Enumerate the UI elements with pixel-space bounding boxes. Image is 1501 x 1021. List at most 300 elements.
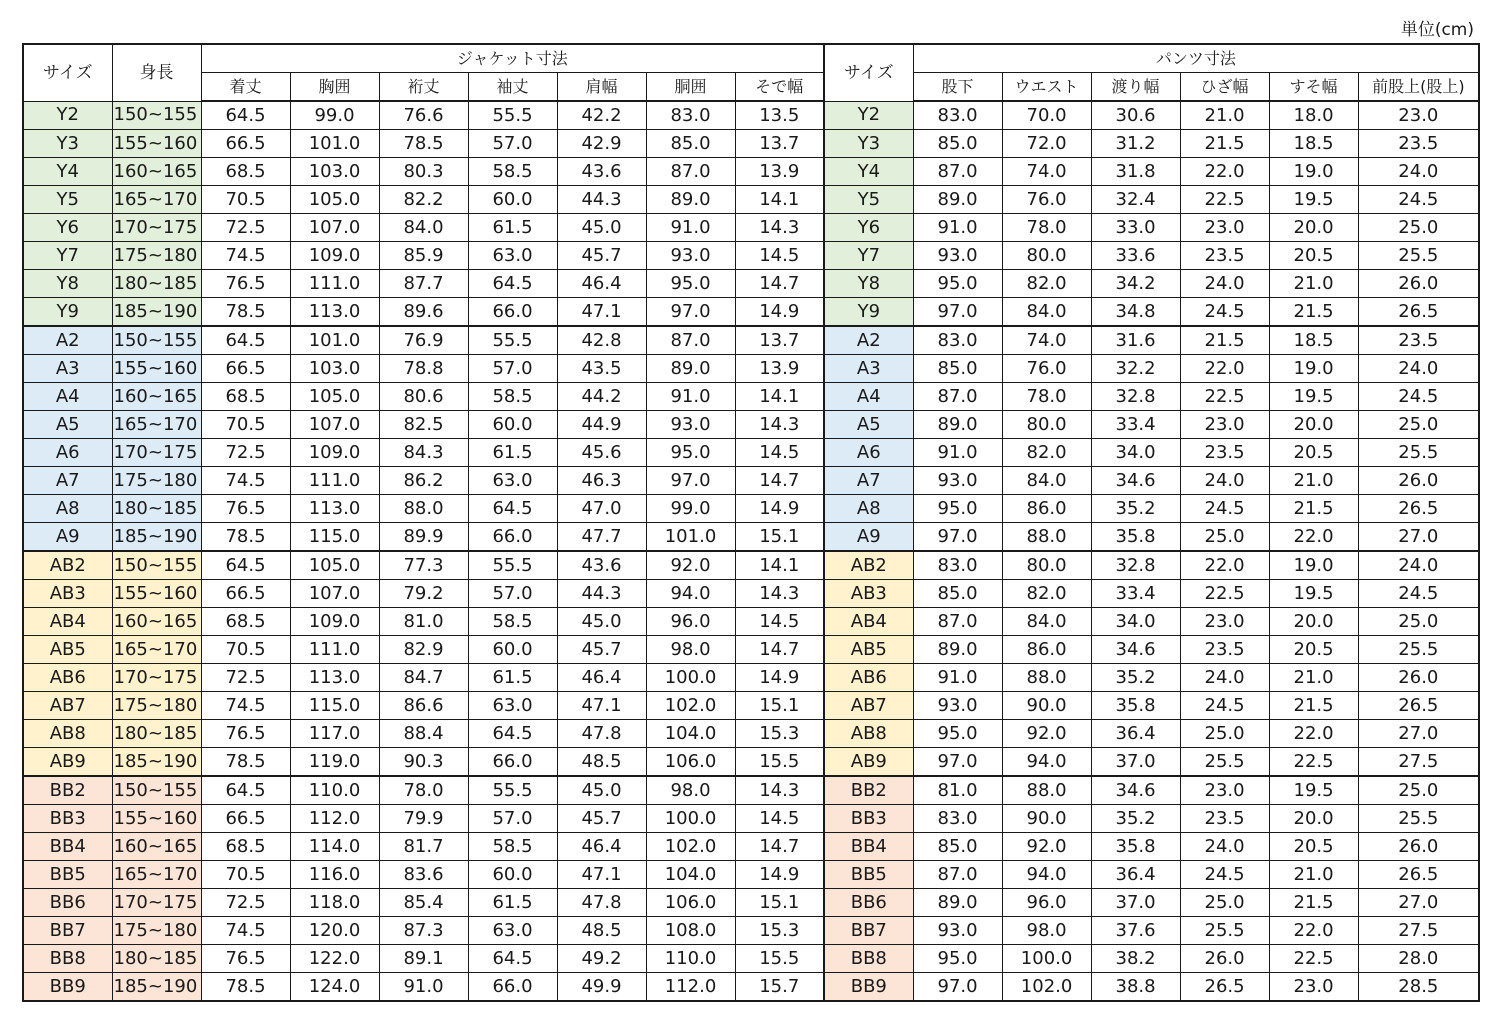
- size-cell: Y5: [23, 186, 112, 214]
- height-cell: 155~160: [112, 130, 201, 158]
- pants-size-cell: A5: [824, 411, 913, 439]
- jacket-value-cell: 87.0: [646, 326, 735, 355]
- jacket-value-cell: 100.0: [646, 664, 735, 692]
- jacket-value-cell: 70.5: [201, 186, 290, 214]
- jacket-value-cell: 81.0: [379, 608, 468, 636]
- pants-value-cell: 94.0: [1002, 748, 1091, 777]
- jacket-value-cell: 58.5: [468, 158, 557, 186]
- pants-value-cell: 21.5: [1269, 298, 1358, 327]
- header-pants-col: 股下: [913, 73, 1002, 102]
- jacket-value-cell: 15.5: [735, 945, 824, 973]
- jacket-value-cell: 109.0: [290, 439, 379, 467]
- pants-value-cell: 97.0: [913, 973, 1002, 1002]
- jacket-value-cell: 104.0: [646, 861, 735, 889]
- pants-value-cell: 26.5: [1358, 692, 1479, 720]
- jacket-value-cell: 113.0: [290, 298, 379, 327]
- pants-value-cell: 19.0: [1269, 355, 1358, 383]
- size-cell: BB2: [23, 776, 112, 805]
- pants-value-cell: 93.0: [913, 917, 1002, 945]
- jacket-value-cell: 14.5: [735, 608, 824, 636]
- pants-value-cell: 82.0: [1002, 439, 1091, 467]
- pants-value-cell: 80.0: [1002, 551, 1091, 580]
- jacket-value-cell: 14.3: [735, 411, 824, 439]
- pants-value-cell: 22.5: [1180, 383, 1269, 411]
- jacket-value-cell: 94.0: [646, 580, 735, 608]
- size-cell: AB7: [23, 692, 112, 720]
- pants-size-cell: Y7: [824, 242, 913, 270]
- jacket-value-cell: 91.0: [646, 383, 735, 411]
- height-cell: 170~175: [112, 439, 201, 467]
- header-height: 身長: [112, 44, 201, 101]
- jacket-value-cell: 14.3: [735, 580, 824, 608]
- jacket-value-cell: 85.0: [646, 130, 735, 158]
- jacket-value-cell: 64.5: [468, 270, 557, 298]
- pants-size-cell: Y6: [824, 214, 913, 242]
- jacket-value-cell: 14.7: [735, 833, 824, 861]
- jacket-value-cell: 81.7: [379, 833, 468, 861]
- jacket-value-cell: 99.0: [290, 101, 379, 130]
- jacket-value-cell: 83.6: [379, 861, 468, 889]
- jacket-value-cell: 60.0: [468, 861, 557, 889]
- pants-value-cell: 24.5: [1180, 692, 1269, 720]
- height-cell: 155~160: [112, 355, 201, 383]
- jacket-value-cell: 68.5: [201, 383, 290, 411]
- jacket-value-cell: 86.2: [379, 467, 468, 495]
- pants-value-cell: 18.5: [1269, 326, 1358, 355]
- pants-value-cell: 74.0: [1002, 158, 1091, 186]
- jacket-value-cell: 110.0: [290, 776, 379, 805]
- jacket-value-cell: 105.0: [290, 186, 379, 214]
- size-cell: AB2: [23, 551, 112, 580]
- jacket-value-cell: 88.0: [379, 495, 468, 523]
- pants-value-cell: 96.0: [1002, 889, 1091, 917]
- jacket-value-cell: 85.4: [379, 889, 468, 917]
- jacket-value-cell: 72.5: [201, 889, 290, 917]
- pants-value-cell: 21.0: [1269, 664, 1358, 692]
- pants-value-cell: 34.0: [1091, 439, 1180, 467]
- jacket-value-cell: 58.5: [468, 383, 557, 411]
- jacket-value-cell: 111.0: [290, 467, 379, 495]
- jacket-value-cell: 84.0: [379, 214, 468, 242]
- table-row: [23, 692, 1479, 720]
- pants-value-cell: 36.4: [1091, 861, 1180, 889]
- table-row: [23, 945, 1479, 973]
- pants-value-cell: 83.0: [913, 101, 1002, 130]
- size-cell: AB6: [23, 664, 112, 692]
- pants-value-cell: 37.0: [1091, 889, 1180, 917]
- header-jacket-col: 袖丈: [468, 73, 557, 102]
- jacket-value-cell: 64.5: [468, 720, 557, 748]
- pants-value-cell: 35.2: [1091, 495, 1180, 523]
- jacket-value-cell: 112.0: [290, 805, 379, 833]
- jacket-value-cell: 66.5: [201, 355, 290, 383]
- pants-value-cell: 84.0: [1002, 467, 1091, 495]
- size-cell: Y7: [23, 242, 112, 270]
- jacket-value-cell: 55.5: [468, 776, 557, 805]
- pants-value-cell: 37.0: [1091, 748, 1180, 777]
- pants-value-cell: 22.5: [1180, 580, 1269, 608]
- pants-value-cell: 21.5: [1269, 692, 1358, 720]
- pants-size-cell: AB5: [824, 636, 913, 664]
- jacket-value-cell: 115.0: [290, 523, 379, 552]
- jacket-value-cell: 70.5: [201, 636, 290, 664]
- jacket-value-cell: 13.7: [735, 130, 824, 158]
- jacket-value-cell: 47.0: [557, 495, 646, 523]
- jacket-value-cell: 118.0: [290, 889, 379, 917]
- height-cell: 155~160: [112, 805, 201, 833]
- table-row: [23, 776, 1479, 805]
- jacket-value-cell: 84.7: [379, 664, 468, 692]
- jacket-value-cell: 78.5: [379, 130, 468, 158]
- table-row: [23, 636, 1479, 664]
- jacket-value-cell: 64.5: [468, 495, 557, 523]
- size-cell: BB3: [23, 805, 112, 833]
- height-cell: 180~185: [112, 945, 201, 973]
- jacket-value-cell: 99.0: [646, 495, 735, 523]
- pants-value-cell: 25.0: [1180, 720, 1269, 748]
- pants-value-cell: 24.0: [1180, 270, 1269, 298]
- jacket-value-cell: 110.0: [646, 945, 735, 973]
- pants-size-cell: AB8: [824, 720, 913, 748]
- pants-size-cell: Y2: [824, 101, 913, 130]
- pants-value-cell: 31.6: [1091, 326, 1180, 355]
- jacket-value-cell: 64.5: [201, 101, 290, 130]
- table-row: [23, 664, 1479, 692]
- jacket-value-cell: 109.0: [290, 242, 379, 270]
- pants-value-cell: 23.5: [1180, 805, 1269, 833]
- size-cell: A9: [23, 523, 112, 552]
- jacket-value-cell: 15.1: [735, 523, 824, 552]
- jacket-value-cell: 45.0: [557, 214, 646, 242]
- height-cell: 160~165: [112, 383, 201, 411]
- pants-value-cell: 74.0: [1002, 326, 1091, 355]
- header-jacket-col: そで幅: [735, 73, 824, 102]
- jacket-value-cell: 14.5: [735, 805, 824, 833]
- pants-value-cell: 86.0: [1002, 636, 1091, 664]
- jacket-value-cell: 108.0: [646, 917, 735, 945]
- pants-value-cell: 20.0: [1269, 805, 1358, 833]
- pants-value-cell: 84.0: [1002, 608, 1091, 636]
- header-pants-col: 前股上(股上): [1358, 73, 1479, 102]
- pants-value-cell: 102.0: [1002, 973, 1091, 1002]
- jacket-value-cell: 63.0: [468, 242, 557, 270]
- pants-size-cell: Y9: [824, 298, 913, 327]
- pants-value-cell: 23.0: [1358, 101, 1479, 130]
- height-cell: 150~155: [112, 326, 201, 355]
- table-row: [23, 748, 1479, 777]
- pants-value-cell: 34.0: [1091, 608, 1180, 636]
- size-cell: Y9: [23, 298, 112, 327]
- jacket-value-cell: 109.0: [290, 608, 379, 636]
- jacket-value-cell: 101.0: [290, 130, 379, 158]
- pants-value-cell: 34.6: [1091, 776, 1180, 805]
- size-cell: BB8: [23, 945, 112, 973]
- jacket-value-cell: 97.0: [646, 467, 735, 495]
- pants-value-cell: 86.0: [1002, 495, 1091, 523]
- jacket-value-cell: 107.0: [290, 411, 379, 439]
- jacket-value-cell: 115.0: [290, 692, 379, 720]
- pants-value-cell: 83.0: [913, 805, 1002, 833]
- size-cell: A4: [23, 383, 112, 411]
- height-cell: 170~175: [112, 889, 201, 917]
- jacket-value-cell: 116.0: [290, 861, 379, 889]
- jacket-value-cell: 124.0: [290, 973, 379, 1002]
- pants-size-cell: BB9: [824, 973, 913, 1002]
- jacket-value-cell: 72.5: [201, 439, 290, 467]
- table-row: [23, 383, 1479, 411]
- pants-value-cell: 26.0: [1358, 664, 1479, 692]
- size-cell: A8: [23, 495, 112, 523]
- jacket-value-cell: 68.5: [201, 608, 290, 636]
- jacket-value-cell: 58.5: [468, 608, 557, 636]
- pants-size-cell: AB3: [824, 580, 913, 608]
- table-row: [23, 833, 1479, 861]
- header-size: サイズ: [23, 44, 112, 101]
- size-cell: Y8: [23, 270, 112, 298]
- pants-value-cell: 80.0: [1002, 411, 1091, 439]
- jacket-value-cell: 77.3: [379, 551, 468, 580]
- table-header: [23, 44, 1479, 101]
- pants-value-cell: 84.0: [1002, 298, 1091, 327]
- header-jacket-group: ジャケット寸法: [201, 44, 824, 73]
- jacket-value-cell: 14.1: [735, 383, 824, 411]
- pants-value-cell: 26.0: [1358, 467, 1479, 495]
- height-cell: 155~160: [112, 580, 201, 608]
- pants-value-cell: 20.0: [1269, 411, 1358, 439]
- jacket-value-cell: 107.0: [290, 214, 379, 242]
- pants-size-cell: A7: [824, 467, 913, 495]
- jacket-value-cell: 57.0: [468, 355, 557, 383]
- pants-value-cell: 100.0: [1002, 945, 1091, 973]
- pants-size-cell: A9: [824, 523, 913, 552]
- pants-value-cell: 97.0: [913, 748, 1002, 777]
- table-row: [23, 973, 1479, 1002]
- pants-value-cell: 26.0: [1358, 833, 1479, 861]
- table-row: [23, 861, 1479, 889]
- size-cell: AB4: [23, 608, 112, 636]
- pants-value-cell: 28.5: [1358, 973, 1479, 1002]
- pants-value-cell: 22.0: [1269, 523, 1358, 552]
- pants-value-cell: 21.5: [1180, 130, 1269, 158]
- pants-value-cell: 33.4: [1091, 580, 1180, 608]
- pants-size-cell: Y5: [824, 186, 913, 214]
- pants-value-cell: 26.5: [1358, 495, 1479, 523]
- jacket-value-cell: 107.0: [290, 580, 379, 608]
- pants-value-cell: 76.0: [1002, 355, 1091, 383]
- pants-value-cell: 35.8: [1091, 692, 1180, 720]
- pants-value-cell: 19.0: [1269, 158, 1358, 186]
- pants-value-cell: 33.4: [1091, 411, 1180, 439]
- pants-value-cell: 19.5: [1269, 580, 1358, 608]
- header-pants-col: ひざ幅: [1180, 73, 1269, 102]
- pants-size-cell: BB6: [824, 889, 913, 917]
- jacket-value-cell: 72.5: [201, 664, 290, 692]
- pants-value-cell: 20.0: [1269, 608, 1358, 636]
- height-cell: 160~165: [112, 833, 201, 861]
- jacket-value-cell: 60.0: [468, 411, 557, 439]
- jacket-value-cell: 76.9: [379, 326, 468, 355]
- size-cell: BB7: [23, 917, 112, 945]
- jacket-value-cell: 96.0: [646, 608, 735, 636]
- jacket-value-cell: 45.0: [557, 608, 646, 636]
- pants-value-cell: 80.0: [1002, 242, 1091, 270]
- jacket-value-cell: 103.0: [290, 158, 379, 186]
- pants-value-cell: 76.0: [1002, 186, 1091, 214]
- pants-value-cell: 95.0: [913, 495, 1002, 523]
- pants-value-cell: 90.0: [1002, 805, 1091, 833]
- pants-value-cell: 25.5: [1358, 805, 1479, 833]
- height-cell: 170~175: [112, 214, 201, 242]
- height-cell: 150~155: [112, 101, 201, 130]
- jacket-value-cell: 104.0: [646, 720, 735, 748]
- size-cell: AB8: [23, 720, 112, 748]
- jacket-value-cell: 43.6: [557, 551, 646, 580]
- pants-value-cell: 85.0: [913, 130, 1002, 158]
- height-cell: 160~165: [112, 158, 201, 186]
- jacket-value-cell: 68.5: [201, 833, 290, 861]
- header-jacket-col: 肩幅: [557, 73, 646, 102]
- jacket-value-cell: 113.0: [290, 664, 379, 692]
- pants-value-cell: 25.0: [1358, 411, 1479, 439]
- pants-value-cell: 28.0: [1358, 945, 1479, 973]
- jacket-value-cell: 87.7: [379, 270, 468, 298]
- jacket-value-cell: 63.0: [468, 467, 557, 495]
- pants-value-cell: 24.5: [1180, 495, 1269, 523]
- height-cell: 185~190: [112, 973, 201, 1002]
- height-cell: 165~170: [112, 186, 201, 214]
- jacket-value-cell: 44.9: [557, 411, 646, 439]
- jacket-value-cell: 14.7: [735, 636, 824, 664]
- jacket-value-cell: 113.0: [290, 495, 379, 523]
- pants-value-cell: 91.0: [913, 439, 1002, 467]
- jacket-value-cell: 66.0: [468, 298, 557, 327]
- pants-size-cell: A8: [824, 495, 913, 523]
- pants-value-cell: 19.5: [1269, 186, 1358, 214]
- jacket-value-cell: 66.5: [201, 580, 290, 608]
- jacket-value-cell: 42.8: [557, 326, 646, 355]
- pants-value-cell: 24.0: [1358, 158, 1479, 186]
- table-row: [23, 298, 1479, 327]
- jacket-value-cell: 15.1: [735, 692, 824, 720]
- pants-value-cell: 83.0: [913, 326, 1002, 355]
- jacket-value-cell: 49.9: [557, 973, 646, 1002]
- jacket-value-cell: 66.0: [468, 748, 557, 777]
- jacket-value-cell: 61.5: [468, 439, 557, 467]
- pants-value-cell: 98.0: [1002, 917, 1091, 945]
- jacket-value-cell: 61.5: [468, 214, 557, 242]
- pants-value-cell: 25.5: [1358, 439, 1479, 467]
- jacket-value-cell: 72.5: [201, 214, 290, 242]
- size-cell: AB3: [23, 580, 112, 608]
- pants-value-cell: 27.0: [1358, 720, 1479, 748]
- jacket-value-cell: 76.6: [379, 101, 468, 130]
- pants-size-cell: BB8: [824, 945, 913, 973]
- pants-value-cell: 24.5: [1358, 580, 1479, 608]
- jacket-value-cell: 87.3: [379, 917, 468, 945]
- jacket-value-cell: 42.9: [557, 130, 646, 158]
- pants-value-cell: 32.8: [1091, 551, 1180, 580]
- pants-value-cell: 24.5: [1358, 186, 1479, 214]
- pants-value-cell: 24.5: [1358, 383, 1479, 411]
- pants-value-cell: 87.0: [913, 158, 1002, 186]
- header-jacket-col: 胸囲: [290, 73, 379, 102]
- height-cell: 175~180: [112, 917, 201, 945]
- table-row: [23, 242, 1479, 270]
- pants-value-cell: 94.0: [1002, 861, 1091, 889]
- pants-value-cell: 20.5: [1269, 439, 1358, 467]
- size-cell: Y4: [23, 158, 112, 186]
- pants-size-cell: AB2: [824, 551, 913, 580]
- header-jacket-col: 裄丈: [379, 73, 468, 102]
- pants-value-cell: 72.0: [1002, 130, 1091, 158]
- pants-value-cell: 26.5: [1358, 298, 1479, 327]
- pants-size-cell: AB7: [824, 692, 913, 720]
- jacket-value-cell: 66.5: [201, 130, 290, 158]
- table-row: [23, 270, 1479, 298]
- pants-value-cell: 87.0: [913, 383, 1002, 411]
- size-cell: BB4: [23, 833, 112, 861]
- header-jacket-col: 着丈: [201, 73, 290, 102]
- jacket-value-cell: 14.1: [735, 186, 824, 214]
- size-cell: A2: [23, 326, 112, 355]
- height-cell: 185~190: [112, 298, 201, 327]
- pants-value-cell: 20.0: [1269, 214, 1358, 242]
- jacket-value-cell: 95.0: [646, 439, 735, 467]
- jacket-value-cell: 15.1: [735, 889, 824, 917]
- jacket-value-cell: 114.0: [290, 833, 379, 861]
- pants-size-cell: BB4: [824, 833, 913, 861]
- jacket-value-cell: 122.0: [290, 945, 379, 973]
- jacket-value-cell: 101.0: [290, 326, 379, 355]
- table-row: [23, 158, 1479, 186]
- pants-value-cell: 89.0: [913, 186, 1002, 214]
- height-cell: 180~185: [112, 495, 201, 523]
- jacket-value-cell: 78.5: [201, 748, 290, 777]
- jacket-value-cell: 45.7: [557, 636, 646, 664]
- pants-value-cell: 91.0: [913, 214, 1002, 242]
- pants-value-cell: 24.5: [1180, 298, 1269, 327]
- jacket-value-cell: 101.0: [646, 523, 735, 552]
- jacket-value-cell: 80.3: [379, 158, 468, 186]
- pants-value-cell: 32.2: [1091, 355, 1180, 383]
- jacket-value-cell: 70.5: [201, 861, 290, 889]
- pants-value-cell: 31.8: [1091, 158, 1180, 186]
- pants-value-cell: 38.8: [1091, 973, 1180, 1002]
- pants-value-cell: 87.0: [913, 608, 1002, 636]
- jacket-value-cell: 91.0: [379, 973, 468, 1002]
- jacket-value-cell: 45.6: [557, 439, 646, 467]
- pants-value-cell: 70.0: [1002, 101, 1091, 130]
- pants-value-cell: 91.0: [913, 664, 1002, 692]
- pants-value-cell: 92.0: [1002, 833, 1091, 861]
- table-body: [23, 101, 1479, 1001]
- header-pants-col: ウエスト: [1002, 73, 1091, 102]
- height-cell: 150~155: [112, 551, 201, 580]
- pants-value-cell: 85.0: [913, 355, 1002, 383]
- pants-value-cell: 85.0: [913, 580, 1002, 608]
- pants-value-cell: 22.0: [1269, 720, 1358, 748]
- pants-size-cell: Y4: [824, 158, 913, 186]
- jacket-value-cell: 78.8: [379, 355, 468, 383]
- pants-value-cell: 23.5: [1180, 439, 1269, 467]
- jacket-value-cell: 112.0: [646, 973, 735, 1002]
- jacket-value-cell: 47.1: [557, 861, 646, 889]
- pants-value-cell: 26.0: [1180, 945, 1269, 973]
- jacket-value-cell: 78.5: [201, 523, 290, 552]
- size-cell: Y2: [23, 101, 112, 130]
- jacket-value-cell: 13.7: [735, 326, 824, 355]
- pants-value-cell: 37.6: [1091, 917, 1180, 945]
